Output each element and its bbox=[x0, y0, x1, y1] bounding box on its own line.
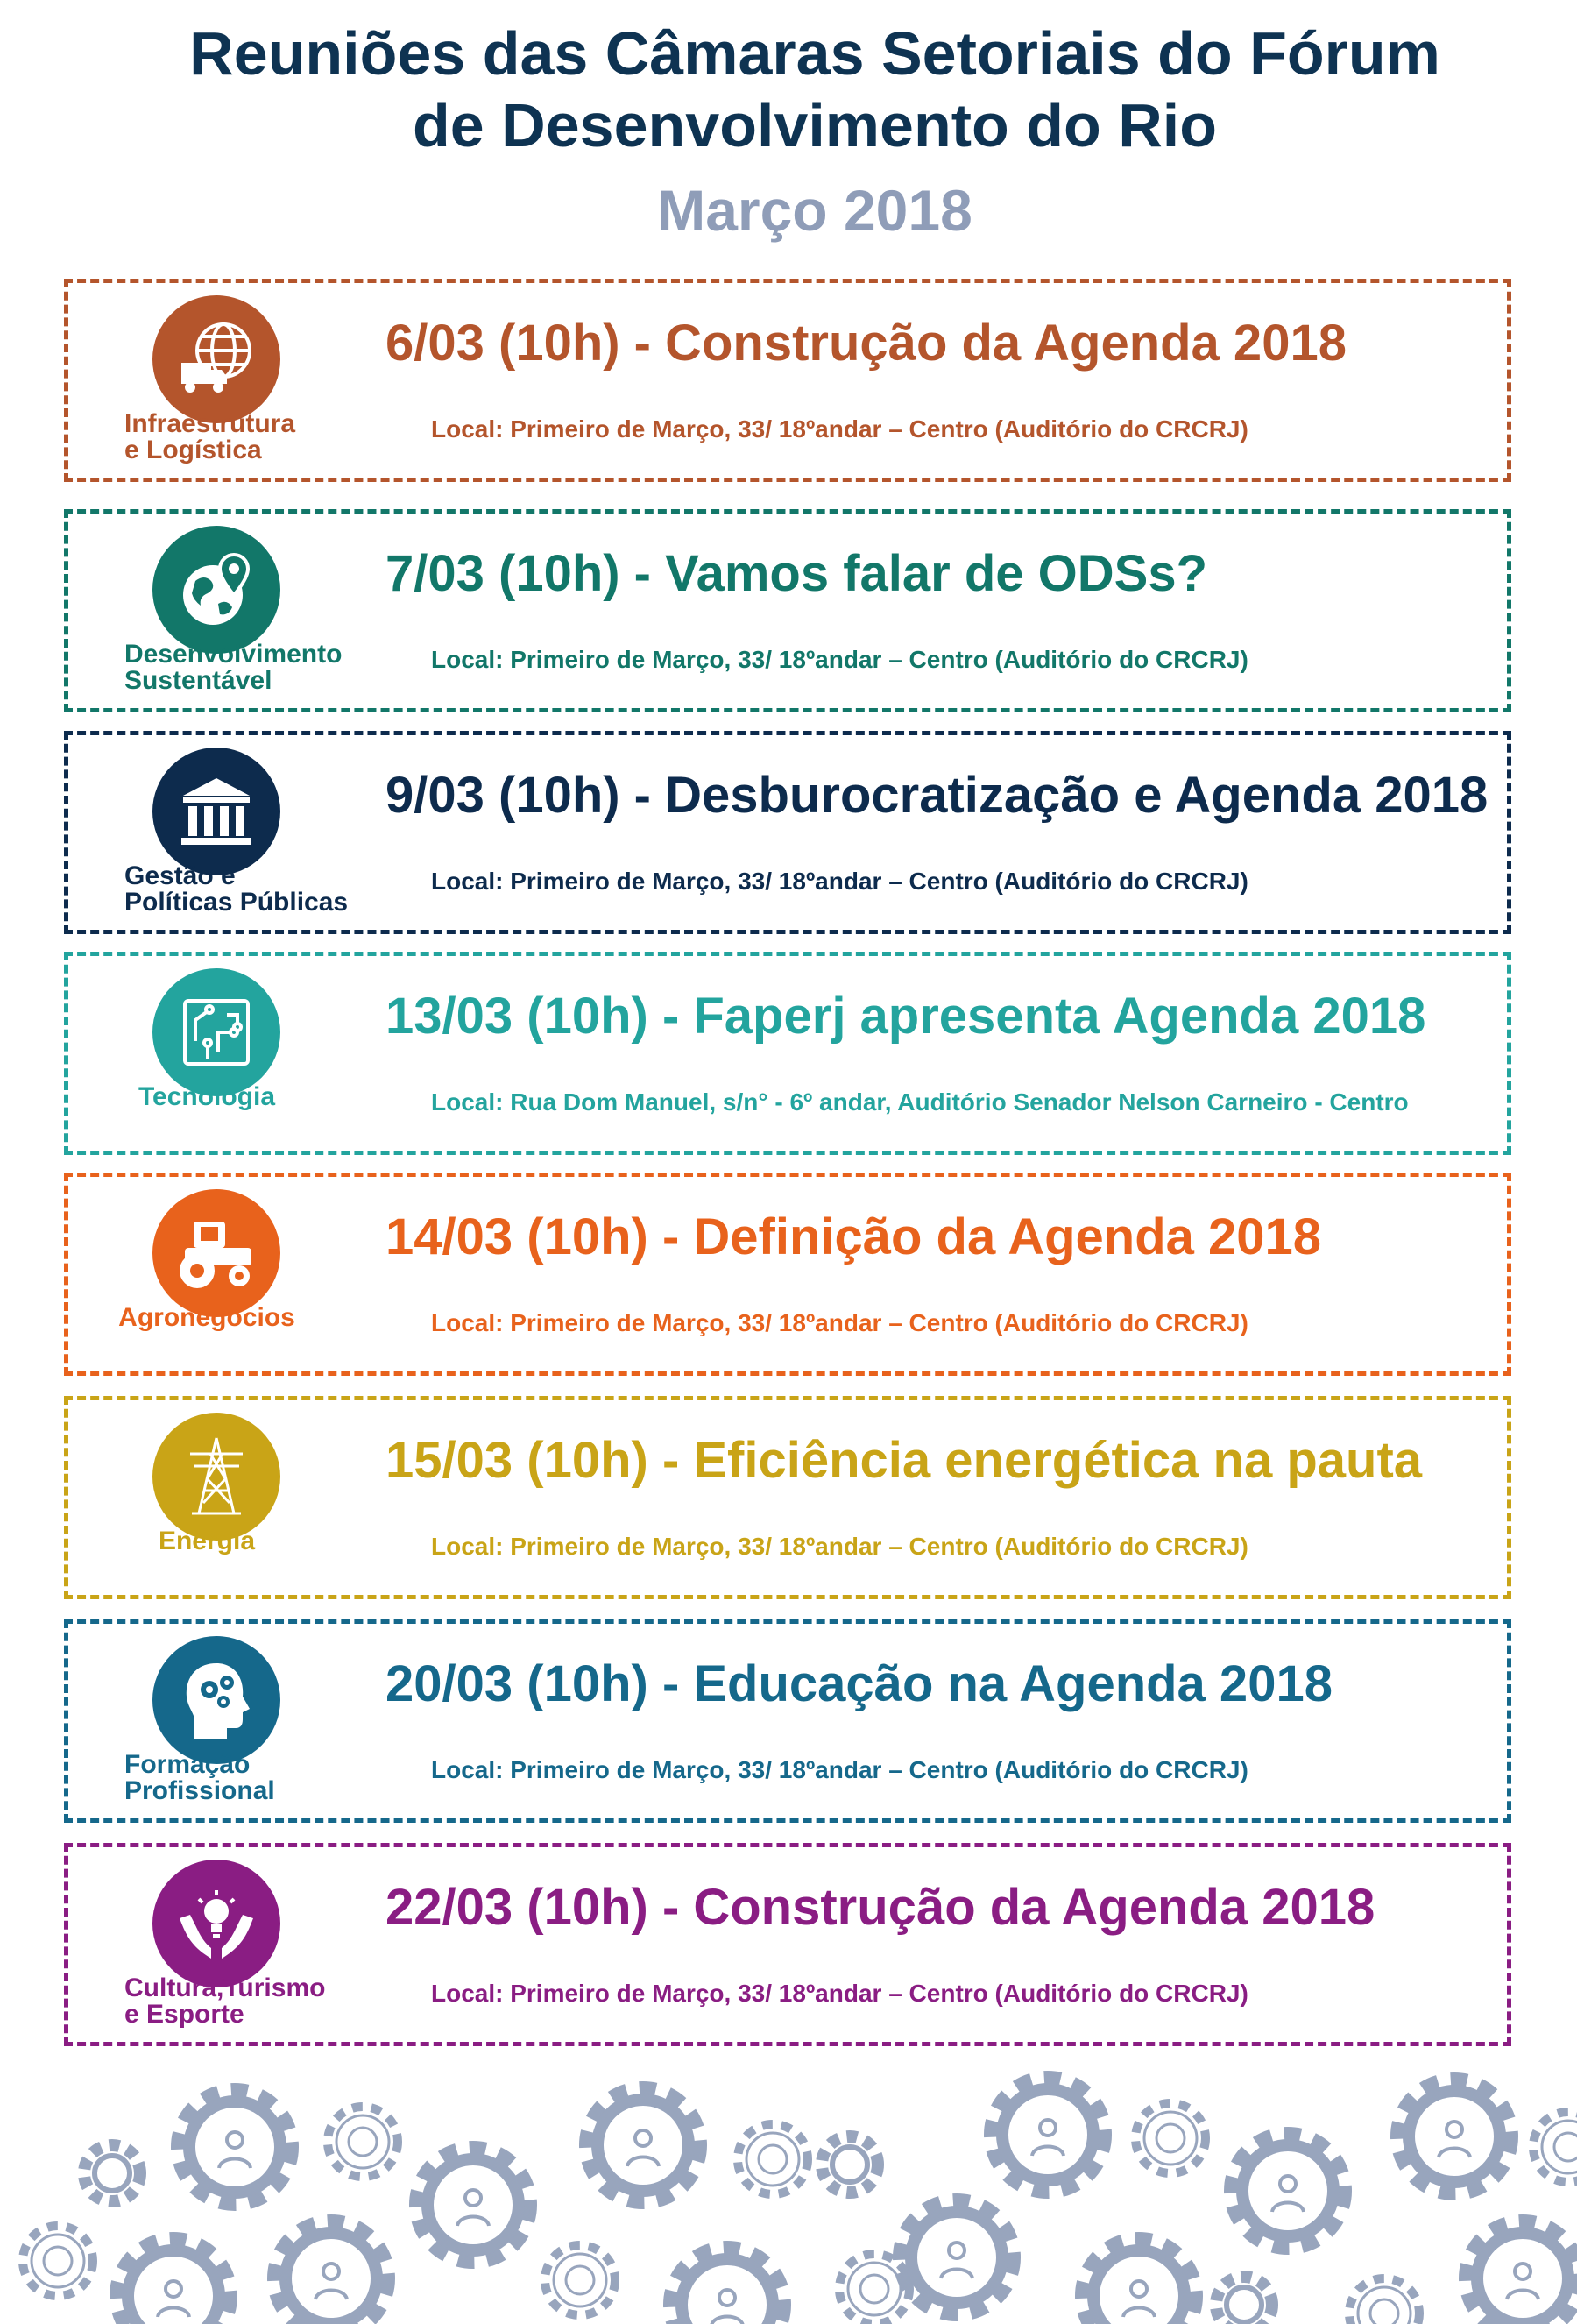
meeting-title: 14/03 (10h) - Definição da Agenda 2018 bbox=[385, 1208, 1322, 1265]
hands-lightbulb-icon bbox=[152, 1860, 280, 1987]
meeting-location: Local: Rua Dom Manuel, s/n° - 6º andar, Auditório Senador Nelson Carneiro - Centro bbox=[431, 1088, 1409, 1116]
government-building-icon bbox=[152, 748, 280, 875]
meeting-location: Local: Primeiro de Março, 33/ 18ºandar – Centro (Auditório do CRCRJ) bbox=[431, 868, 1248, 895]
meeting-location: Local: Primeiro de Março, 33/ 18ºandar – Centro (Auditório do CRCRJ) bbox=[431, 1980, 1248, 2007]
meeting-card bbox=[64, 1396, 1511, 1599]
meeting-location: Local: Primeiro de Março, 33/ 18ºandar – Centro (Auditório do CRCRJ) bbox=[431, 1533, 1248, 1560]
meeting-card bbox=[64, 279, 1511, 482]
globe-truck-icon bbox=[152, 295, 280, 423]
gear-group bbox=[23, 2080, 1577, 2324]
meeting-location: Local: Primeiro de Março, 33/ 18ºandar – Centro (Auditório do CRCRJ) bbox=[431, 415, 1248, 443]
title-line-1: Reuniões das Câmaras Setoriais do Fórum bbox=[189, 19, 1440, 88]
meeting-card bbox=[64, 1173, 1511, 1376]
category-label: Gestão e Políticas Públicas bbox=[124, 861, 349, 917]
meeting-title: 7/03 (10h) - Vamos falar de ODSs? bbox=[385, 545, 1208, 602]
page-title bbox=[0, 18, 1577, 161]
meeting-location: Local: Primeiro de Março, 33/ 18ºandar – Centro (Auditório do CRCRJ) bbox=[431, 1756, 1248, 1783]
meeting-location: Local: Primeiro de Março, 33/ 18ºandar – Centro (Auditório do CRCRJ) bbox=[431, 646, 1248, 673]
meeting-card bbox=[64, 731, 1511, 934]
globe-pin-icon bbox=[152, 526, 280, 654]
page-header bbox=[0, 18, 1577, 245]
meeting-title: 20/03 (10h) - Educação na Agenda 2018 bbox=[385, 1655, 1333, 1712]
head-gears-icon bbox=[152, 1636, 280, 1764]
meeting-location: Local: Primeiro de Março, 33/ 18ºandar – Centro (Auditório do CRCRJ) bbox=[431, 1309, 1248, 1336]
meeting-title: 15/03 (10h) - Eficiência energética na pauta bbox=[385, 1432, 1423, 1489]
gears-decoration bbox=[0, 2051, 1577, 2324]
category-label: Infraestrutura e Logística bbox=[124, 409, 296, 464]
category-label: Energia bbox=[158, 1527, 256, 1555]
power-tower-icon bbox=[152, 1413, 280, 1541]
meeting-card bbox=[64, 1619, 1511, 1823]
tractor-icon bbox=[152, 1189, 280, 1317]
category-label: Agronegócios bbox=[118, 1303, 295, 1332]
page-subtitle: Março 2018 bbox=[657, 178, 972, 243]
circuit-board-icon bbox=[152, 968, 280, 1096]
meeting-card bbox=[64, 1843, 1511, 2046]
category-label: Desenvolvimento Sustentável bbox=[124, 640, 343, 695]
category-label: Formação Profissional bbox=[124, 1750, 275, 1805]
meeting-title: 6/03 (10h) - Construção da Agenda 2018 bbox=[385, 315, 1347, 372]
meeting-title: 13/03 (10h) - Faperj apresenta Agenda 2018 bbox=[385, 988, 1426, 1045]
category-label: Tecnologia bbox=[138, 1082, 276, 1111]
category-label: Cultura,Turismo e Esporte bbox=[124, 1973, 326, 2029]
meeting-title: 9/03 (10h) - Desburocratização e Agenda 2018 bbox=[385, 767, 1489, 824]
meeting-card bbox=[64, 952, 1511, 1155]
meeting-title: 22/03 (10h) - Construção da Agenda 2018 bbox=[385, 1879, 1375, 1936]
meeting-card bbox=[64, 509, 1511, 712]
title-line-2: de Desenvolvimento do Rio bbox=[413, 91, 1217, 159]
